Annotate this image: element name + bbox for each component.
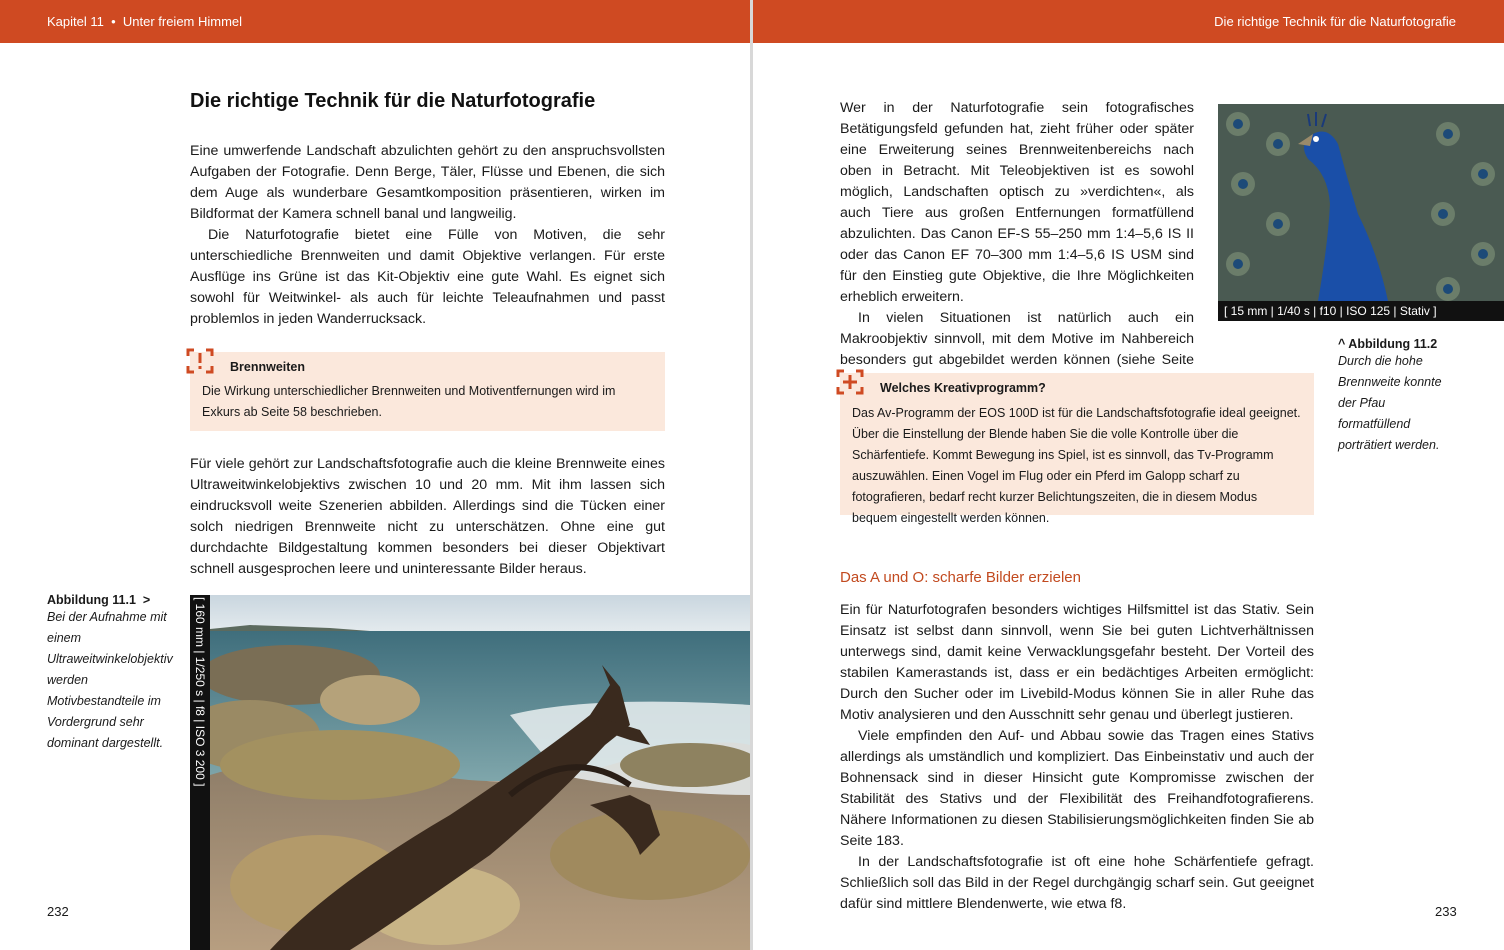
caption-text: Durch die hohe Brennweite konnte der Pfau formatfüllend porträtiert werden.: [1338, 354, 1442, 452]
exif-label: [ 15 mm | 1/40 s | f10 | ISO 125 | Stativ ]: [1224, 304, 1437, 318]
beach-driftwood-photo: [210, 595, 750, 950]
box-title: Brennweiten: [230, 360, 306, 374]
photo-meta-bar: [1218, 301, 1504, 321]
figure-caption-11-1: [47, 593, 172, 754]
caption-title: ^ Abbildung 11.2: [1338, 337, 1438, 351]
paragraph: Die Naturfotografie bietet eine Fülle von Motiven, die sehr unterschiedliche Brennweiten und damit Objektive verlangen. Für erste Ausflüge ins Grüne ist das Kit-Objektiv eine gute Wahl. Es eignet sich sowohl für Weitwinkel- als auch für leichte Teleaufnahmen und passt problemlos in jeden Wanderrucksack.: [190, 227, 665, 327]
photo-meta-bar: [190, 595, 210, 950]
left-body-text: [190, 454, 665, 580]
paragraph: In der Landschaftsfotografie ist oft eine hohe Schärfentiefe gefragt. Schließlich soll das Bild in der Regel durchgängig scharf sein. Gut geeignet dafür sind mittlere Blendenwerte, wie etwa f8.: [840, 854, 1314, 912]
header-left: [0, 0, 750, 43]
exclamation-icon: [186, 348, 214, 374]
paragraph: Eine umwerfende Landschaft abzulichten gehört zu den anspruchsvollsten Aufgaben der Fotografie. Denn Berge, Täler, Flüsse und Ebenen, die sich dem Auge als wunderbare Gesamtkomposition präsentieren, wirken im Bildformat der Kamera schnell banal und langweilig.: [190, 143, 665, 222]
paragraph: Wer in der Naturfotografie sein fotografisches Betätigungsfeld gefunden hat, zieht früher oder später eine Erweiterung seines Brennweitenbereichs nach oben in Betracht. Mit Teleobjektiven ist es sowohl möglich, Landschaften optisch zu »verdichten«, als auch Tiere aus großen Entfernungen formatfüllend abzulichten. Das Canon EF-S 55–250 mm 1:4–5,6 IS II oder das Canon EF 70–300 mm 1:4–5,6 IS USM sind für den Einstieg gute Objektive, die Ihre Möglichkeiten erheblich erweitern.: [840, 100, 1194, 305]
plus-icon: [836, 369, 864, 395]
section-subheading: Das A und O: scharfe Bilder erzielen: [840, 569, 1081, 586]
exif-label: [ 160 mm | 1/250 s | f8 | ISO 3 200 ]: [193, 597, 207, 787]
chapter-label: Kapitel 11 • Unter freiem Himmel: [47, 14, 243, 29]
header-right: [753, 0, 1504, 43]
page-number-left: 232: [47, 904, 69, 919]
paragraph: In vielen Situationen ist natürlich auch ein Makroobjektiv sinnvoll, mit dem Motive im Nahbereich besonders gut abgebildet werden können (siehe Seite: [840, 310, 1194, 368]
peacock-photo: [1218, 104, 1504, 301]
info-box-kreativprogramm: [840, 373, 1314, 525]
left-intro-text: [190, 141, 665, 330]
figure-caption-11-2: [1338, 337, 1458, 456]
paragraph: Viele empfinden den Auf- und Abbau sowie das Tragen eines Stativs allerdings als umständlich und kompliziert. Das Einbeinstativ und auch der Bohnensack sind in dieser Hinsicht gute Kompromisse zwischen der Stabilität des Stativs und der Flexibilität des Freihandfotografierens. Nähere Informationen zu diesen Stabilisierungsmöglichkeiten finden Sie ab Seite 183.: [840, 728, 1314, 849]
box-text: Das Av-Programm der EOS 100D ist für die Landschaftsfotografie ideal geeignet. Über die Einstellung der Blende haben Sie die volle Kontrolle über die Schärfentiefe. Kommt Bewegung ins Spiel, ist es sinnvoll, das Tv-Programm auszuwählen. Einen Vogel im Flug oder ein Pferd im Galopp scharf zu fotografieren, bedarf recht kurzer Belichtungszeiten, die in diesem Modus bequem eingestellt werden können.: [852, 406, 1301, 525]
right-intro-text: [840, 98, 1194, 392]
right-body-text: [840, 600, 1314, 915]
paragraph: Für viele gehört zur Landschaftsfotografie auch die kleine Brennweite eines Ultraweitwinkelobjektivs zwischen 10 und 20 mm. Mit ihm lassen sich eindrucksvoll weite Szenerien abbilden. Allerdings sind die Tücken einer solch niedrigen Brennweite nicht zu unterschätzen. Ohne eine gut durchdachte Bildgestaltung kommen besonders bei dieser Objektivart schnell ausgesprochen leere und uninteressante Bilder heraus.: [190, 456, 665, 577]
box-text: Die Wirkung unterschiedlicher Brennweiten und Motiventfernungen wird im Exkurs ab Seite 58 beschrieben.: [202, 384, 616, 419]
box-title: Welches Kreativprogramm?: [880, 381, 1046, 395]
page-gutter: [750, 0, 753, 950]
info-box-brennweiten: [190, 352, 665, 431]
caption-text: Bei der Aufnahme mit einem Ultraweitwinkelobjektiv werden Motivbestandteile im Vordergrund sehr dominant dargestellt.: [47, 610, 173, 750]
paragraph: Ein für Naturfotografen besonders wichtiges Hilfsmittel ist das Stativ. Sein Einsatz ist selbst dann sinnvoll, wenn Sie bei guten Lichtverhältnissen unterwegs sind, damit keine Verwacklungsgefahr besteht. Der Vorteil des stabilen Kamerastands ist, dass er ein bedächtiges Arbeiten ermöglicht: Durch den Sucher oder im Livebild-Modus können Sie in aller Ruhe das Motiv analysieren und den Ausschnitt sehr genau und überlegt justieren.: [840, 602, 1314, 723]
caption-title: Abbildung 11.1 >: [47, 593, 151, 607]
page-title: Die richtige Technik für die Naturfotografie: [190, 90, 596, 112]
page-number-right: 233: [1435, 904, 1457, 919]
section-label: Die richtige Technik für die Naturfotografie: [1214, 14, 1456, 29]
